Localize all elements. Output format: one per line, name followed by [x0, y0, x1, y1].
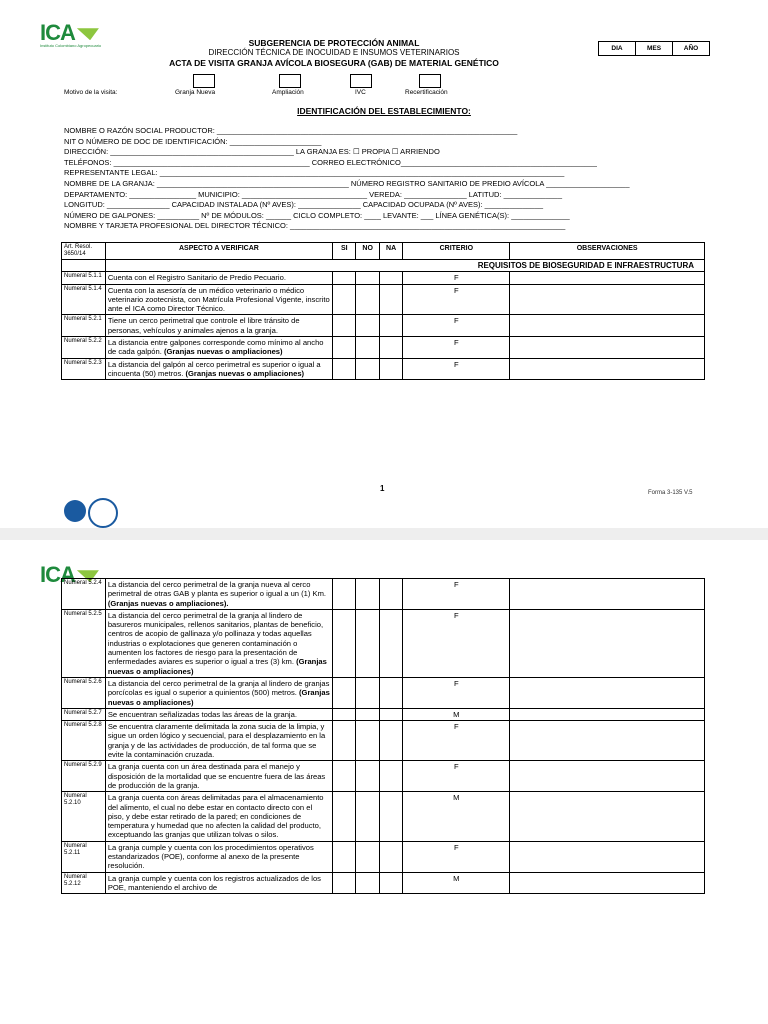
option-ivc: IVC	[355, 89, 366, 96]
establishment-fields	[64, 126, 704, 232]
row-aspect	[105, 579, 332, 610]
row-criterion: F	[403, 761, 510, 792]
observations-field[interactable]	[510, 872, 705, 894]
row-article: Numeral 5.2.12	[62, 872, 106, 894]
row-criterion: M	[403, 792, 510, 841]
row-aspect	[105, 315, 332, 337]
row-aspect	[105, 708, 332, 720]
row-article: Numeral 5.2.6	[62, 677, 106, 708]
aspect-text: La granja cuenta con un área destinada para el manejo y disposición de la mortalidad que se encuentre fuera de las áreas de producción de la granja.	[107, 762, 326, 790]
header-si: SI	[333, 243, 356, 260]
aspect-text: La distancia del cerco perimetral de la granja al lindero de basureros municipales, rellenos sanitarios, plantas de beneficio, centros de acopio de gallinaza y/o pollinaza y todas aquellas industrias o explotaciones que generen contaminación o aumenten los factores de riesgo para la presentación de enfermedades aviares es superior o igual a tres (3) km.	[107, 610, 324, 667]
observations-field[interactable]	[510, 677, 705, 708]
checkbox-no[interactable]	[356, 337, 379, 359]
date-dia-label: DIA	[599, 42, 636, 56]
row-aspect	[105, 677, 332, 708]
header-aspecto: ASPECTO A VERIFICAR	[105, 243, 332, 260]
checkbox-no[interactable]	[356, 708, 379, 720]
aspect-note: (Granjas nuevas o ampliaciones)	[107, 657, 327, 676]
date-mes-label: MES	[636, 42, 673, 56]
header-line-1: SUBGERENCIA DE PROTECCIÓN ANIMAL	[248, 38, 420, 48]
checkbox-no[interactable]	[356, 721, 379, 761]
checkbox-no[interactable]	[356, 609, 379, 677]
aspect-text: La granja cumple y cuenta con los registros actualizados de los POE, manteniendo el archivo de	[107, 873, 321, 892]
header-criterio: CRITERIO	[403, 243, 510, 260]
row-criterion: F	[403, 609, 510, 677]
verification-table-1	[61, 242, 705, 380]
table-row	[62, 677, 705, 708]
visit-label: Motivo de la visita:	[64, 89, 118, 96]
aspect-text: Tiene un cerco perimetral que controle el libre tránsito de personas, vehículos y animales ajenos a la granja.	[107, 316, 300, 335]
checkbox-na[interactable]	[379, 358, 402, 380]
field-line[interactable]: TELÉFONOS: _______________________________________________ CORREO ELECTRÓNICO_______________________________________________	[64, 157, 597, 167]
table-row	[62, 315, 705, 337]
table-row	[62, 284, 705, 315]
checkbox-na[interactable]	[379, 792, 402, 841]
checkbox-si[interactable]	[333, 721, 356, 761]
checkbox-si[interactable]	[333, 315, 356, 337]
observations-field[interactable]	[510, 761, 705, 792]
aspect-text: Cuenta con la asesoría de un médico veterinario o médico veterinario zootecnista, con Matrícula Profesional Vigente, inscrito ante el ICA como Director Técnico.	[107, 285, 330, 314]
form-code: Forma 3-135 V.5	[648, 490, 693, 496]
table-row	[62, 761, 705, 792]
observations-field[interactable]	[510, 721, 705, 761]
checkbox-si[interactable]	[333, 872, 356, 894]
header-line-3: ACTA DE VISITA GRANJA AVÍCOLA BIOSEGURA (GAB) DE MATERIAL GENÉTICO	[169, 58, 499, 68]
table-row	[62, 708, 705, 720]
row-criterion: F	[403, 337, 510, 359]
row-criterion: F	[403, 272, 510, 284]
row-aspect	[105, 761, 332, 792]
checkbox-no[interactable]	[356, 579, 379, 610]
checkbox-si[interactable]	[333, 761, 356, 792]
checkbox-no[interactable]	[356, 272, 379, 284]
aspect-note: (Granjas nuevas o ampliaciones)	[163, 347, 283, 357]
checkbox-si[interactable]	[333, 841, 356, 872]
row-aspect	[105, 721, 332, 761]
checkbox-no[interactable]	[356, 872, 379, 894]
row-aspect	[105, 272, 332, 284]
checkbox-na[interactable]	[379, 708, 402, 720]
checkbox-ivc[interactable]	[350, 74, 372, 88]
checkbox-na[interactable]	[379, 337, 402, 359]
row-article: Numeral 5.2.2	[62, 337, 106, 359]
checkbox-si[interactable]	[333, 272, 356, 284]
page-gap	[0, 528, 768, 540]
row-article: Numeral 5.2.3	[62, 358, 106, 380]
checkbox-si[interactable]	[333, 708, 356, 720]
row-criterion: M	[403, 708, 510, 720]
row-article: Numeral 5.2.1	[62, 315, 106, 337]
checkbox-si[interactable]	[333, 609, 356, 677]
checkbox-na[interactable]	[379, 761, 402, 792]
checkbox-no[interactable]	[356, 358, 379, 380]
aspect-text: Cuenta con el Registro Sanitario de Predio Pecuario.	[107, 273, 286, 283]
ica-logo: ICA	[40, 20, 99, 46]
aspect-note: (Granjas nuevas o ampliaciones)	[107, 688, 330, 707]
observations-field[interactable]	[510, 358, 705, 380]
checkbox-si[interactable]	[333, 792, 356, 841]
field-line[interactable]: DEPARTAMENTO: ________________ MUNICIPIO: ______________________________ VEREDA: _______________ LATITUD: ______________	[64, 189, 562, 199]
row-article: Numeral 5.1.1	[62, 272, 106, 284]
date-box	[598, 41, 710, 56]
checkbox-si[interactable]	[333, 337, 356, 359]
certification-seal-icon	[88, 498, 118, 528]
checkbox-no[interactable]	[356, 677, 379, 708]
row-aspect	[105, 284, 332, 315]
checkbox-na[interactable]	[379, 677, 402, 708]
table-row	[62, 841, 705, 872]
table-row	[62, 358, 705, 380]
field-line[interactable]: DIRECCIÓN: ____________________________________________ LA GRANJA ES: ☐ PROPIA ☐ ARRIENDO	[64, 147, 440, 157]
header-no: NO	[356, 243, 379, 260]
observations-field[interactable]	[510, 337, 705, 359]
observations-field[interactable]	[510, 315, 705, 337]
table-row	[62, 579, 705, 610]
checkbox-ampliacion[interactable]	[279, 74, 301, 88]
aspect-text: La distancia entre galpones corresponde como mínimo al ancho de cada galpón.	[107, 338, 324, 357]
row-criterion: F	[403, 721, 510, 761]
field-line[interactable]: NOMBRE O RAZÓN SOCIAL PRODUCTOR: ________________________________________________________________________	[64, 126, 518, 135]
checkbox-no[interactable]	[356, 284, 379, 315]
ica-logo: ICA	[40, 562, 99, 588]
row-criterion: M	[403, 872, 510, 894]
row-article: Numeral 5.2.11	[62, 841, 106, 872]
header-observaciones: OBSERVACIONES	[510, 243, 705, 260]
field-line[interactable]: LONGITUD: _______________ CAPACIDAD INSTALADA (Nº AVES): _______________ CAPACIDAD OCUPADA (Nº AVES): ______________	[64, 200, 544, 210]
aspect-text: La distancia del cerco perimetral de la granja al lindero de granjas porcícolas es igual o superior a quinientos (500) metros.	[107, 678, 330, 698]
option-granja-nueva: Granja Nueva	[175, 89, 216, 96]
checkbox-no[interactable]	[356, 315, 379, 337]
certification-seal-icon	[64, 500, 86, 522]
aspect-text: La granja cumple y cuenta con los procedimientos operativos estandarizados (POE), conforme al anexo de la presente resolución.	[107, 842, 314, 871]
row-criterion: F	[403, 358, 510, 380]
observations-field[interactable]	[510, 792, 705, 841]
observations-field[interactable]	[510, 708, 705, 720]
checkbox-na[interactable]	[379, 579, 402, 610]
checkbox-si[interactable]	[333, 579, 356, 610]
observations-field[interactable]	[510, 284, 705, 315]
observations-field[interactable]	[510, 579, 705, 610]
field-line[interactable]: NÚMERO DE GALPONES: __________ Nº DE MÓDULOS: ______ CICLO COMPLETO: ____ LEVANTE: ___ LÍNEA GENÉTICA(S): ______________	[64, 210, 570, 220]
row-aspect	[105, 841, 332, 872]
observations-field[interactable]	[510, 609, 705, 677]
aspect-text: Se encuentran señalizadas todas las áreas de la granja.	[107, 709, 297, 719]
verification-table-2	[61, 578, 705, 894]
checkbox-si[interactable]	[333, 358, 356, 380]
table-row	[62, 872, 705, 894]
row-article: Numeral 5.1.4	[62, 284, 106, 315]
option-recertificacion: Recertificación	[405, 89, 448, 96]
checkbox-no[interactable]	[356, 761, 379, 792]
table-row	[62, 609, 705, 677]
checkbox-na[interactable]	[379, 841, 402, 872]
row-criterion: F	[403, 841, 510, 872]
table-row	[62, 792, 705, 841]
checkbox-na[interactable]	[379, 272, 402, 284]
checkbox-si[interactable]	[333, 284, 356, 315]
table-row	[62, 272, 705, 284]
checkbox-na[interactable]	[379, 609, 402, 677]
row-aspect	[105, 358, 332, 380]
header-line-2: DIRECCIÓN TÉCNICA DE INOCUIDAD E INSUMOS VETERINARIOS	[208, 48, 460, 57]
checkbox-na[interactable]	[379, 721, 402, 761]
row-article: Numeral 5.2.10	[62, 792, 106, 841]
checkbox-na[interactable]	[379, 872, 402, 894]
observations-field[interactable]	[510, 272, 705, 284]
row-aspect	[105, 609, 332, 677]
checkbox-na[interactable]	[379, 315, 402, 337]
document-page-2	[0, 540, 768, 1024]
page-number: 1	[380, 484, 385, 493]
observations-field[interactable]	[510, 841, 705, 872]
checkbox-si[interactable]	[333, 677, 356, 708]
aspect-text: La distancia del cerco perimetral de la granja nueva al cerco perimetral de otras GAB y planta es superior o igual a un (1) Km.	[107, 580, 327, 599]
row-article: Numeral 5.2.5	[62, 609, 106, 677]
checkbox-granja-nueva[interactable]	[193, 74, 215, 88]
checkbox-na[interactable]	[379, 284, 402, 315]
field-line[interactable]: REPRESENTANTE LEGAL: _________________________________________________________________________________________________	[64, 168, 565, 178]
checkbox-recertificacion[interactable]	[419, 74, 441, 88]
checkbox-no[interactable]	[356, 841, 379, 872]
row-criterion: F	[403, 315, 510, 337]
section-title: IDENTIFICACIÓN DEL ESTABLECIMIENTO:	[297, 106, 471, 116]
field-line[interactable]: NIT O NÚMERO DE DOC DE IDENTIFICACIÓN: ______________________	[64, 136, 322, 146]
row-aspect	[105, 872, 332, 894]
row-criterion: F	[403, 284, 510, 315]
row-aspect	[105, 792, 332, 841]
row-article: Numeral 5.2.9	[62, 761, 106, 792]
row-article: Numeral 5.2.4	[62, 579, 106, 610]
aspect-text: Se encuentra claramente delimitada la zona sucia de la limpia, y sigue un orden lógico y secuencial, para el desplazamiento en la granja y de las actividades de producción, de tal forma que se evite la contaminación cruzada.	[107, 722, 326, 760]
row-aspect	[105, 337, 332, 359]
field-line[interactable]: NOMBRE Y TARJETA PROFESIONAL DEL DIRECTOR TÉCNICO: __________________________________________________________________	[64, 221, 566, 231]
row-article: Numeral 5.2.7	[62, 708, 106, 720]
row-criterion: F	[403, 579, 510, 610]
header-na: NA	[379, 243, 402, 260]
aspect-text: La distancia del galpón al cerco perimetral es superior o igual a cincuenta (50) metros.	[107, 359, 321, 378]
section-header: REQUISITOS DE BIOSEGURIDAD E INFRAESTRUCTURA	[105, 260, 704, 272]
field-line[interactable]: NOMBRE DE LA GRANJA: ______________________________________________ NÚMERO REGISTRO SANITARIO DE PREDIO AVÍCOLA ____________________	[64, 178, 630, 188]
row-article: Numeral 5.2.8	[62, 721, 106, 761]
checkbox-no[interactable]	[356, 792, 379, 841]
aspect-text: La granja cuenta con áreas delimitadas para el almacenamiento del alimento, el cual no debe estar en contacto directo con el piso, y debe estar retirado de la pared; en condiciones de temperatura y humedad que no afecten la calidad del producto, exceptuando las granjas que utilizan tolvas o silos.	[107, 793, 324, 840]
row-criterion: F	[403, 677, 510, 708]
logo-subtitle: Instituto Colombiano Agropecuario	[40, 43, 102, 48]
table-row	[62, 337, 705, 359]
option-ampliacion: Ampliación	[272, 89, 304, 96]
aspect-note: (Granjas nuevas o ampliaciones).	[107, 598, 229, 608]
date-ano-label: AÑO	[673, 42, 710, 56]
header-art: Art. Resol. 3650/14	[62, 243, 106, 260]
aspect-note: (Granjas nuevas o ampliaciones)	[185, 368, 305, 378]
table-row	[62, 721, 705, 761]
